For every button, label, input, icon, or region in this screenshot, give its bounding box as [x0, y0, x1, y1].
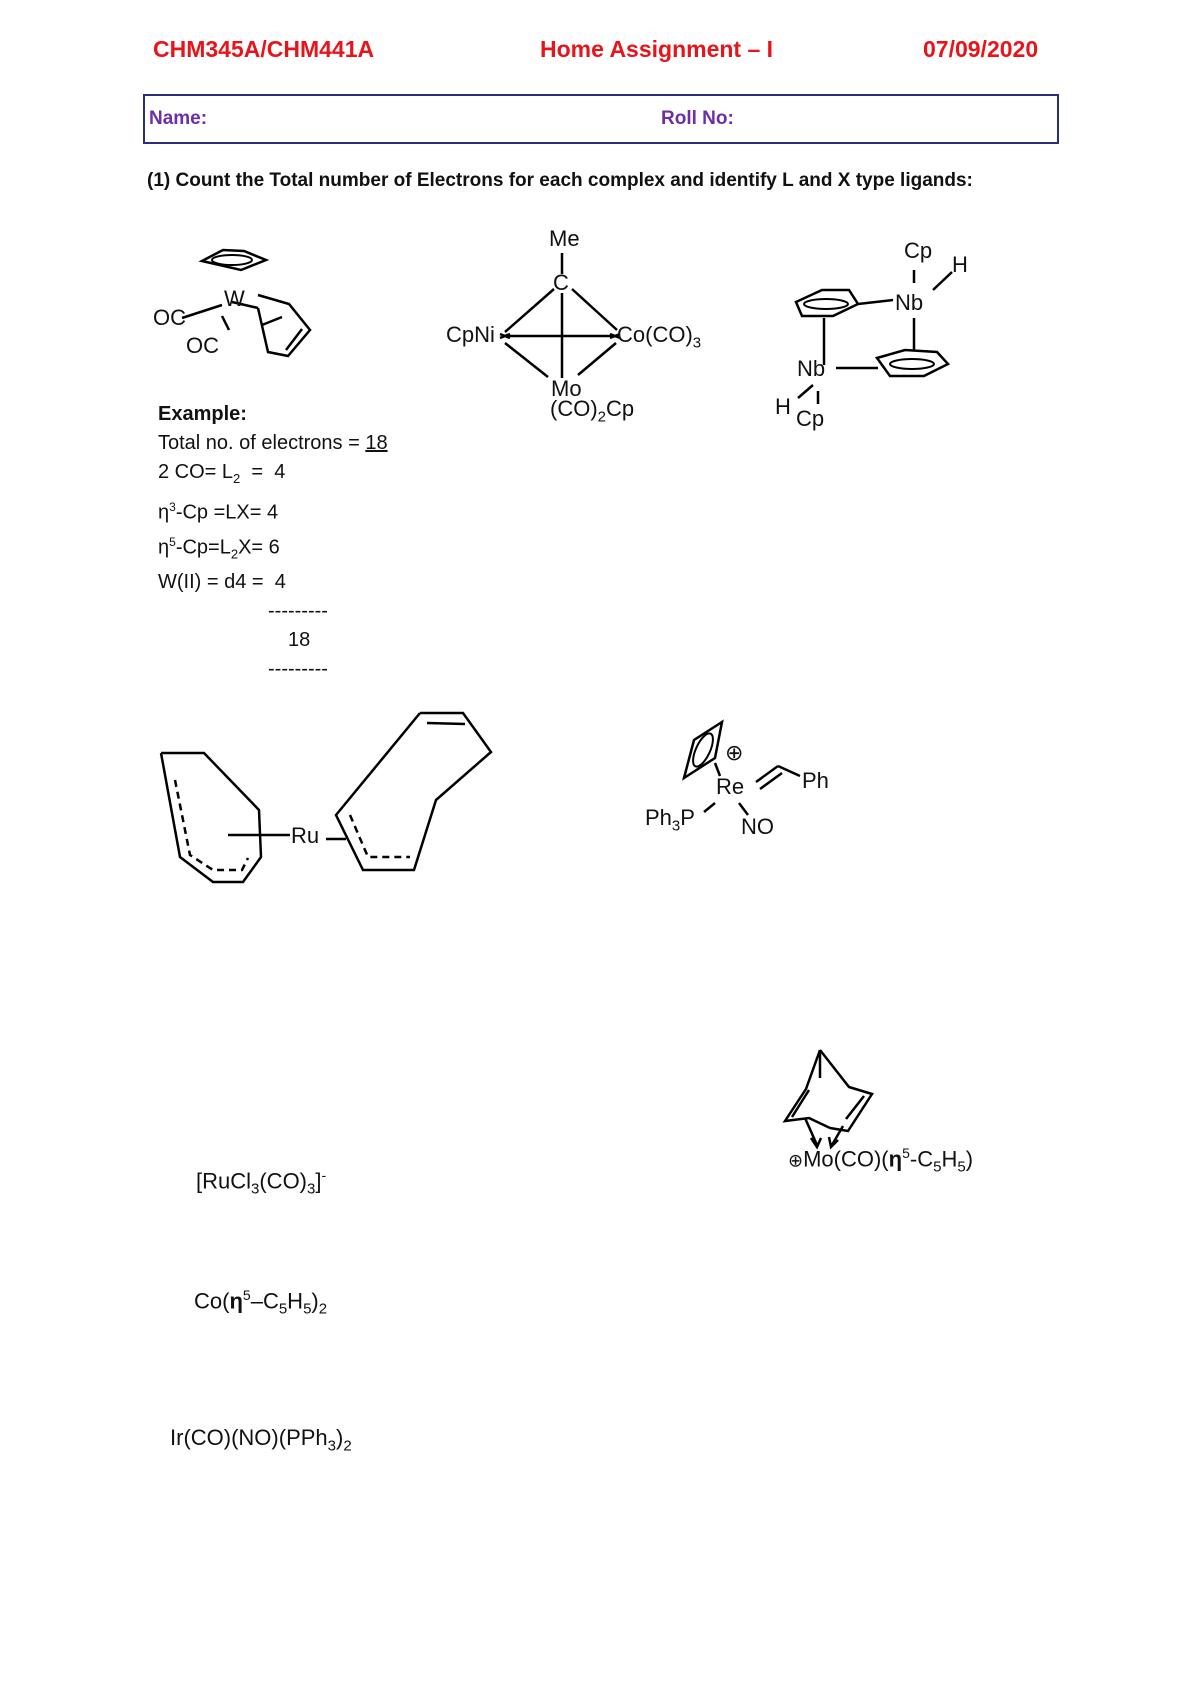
bicyclic-double: [286, 329, 302, 350]
formula-cobaltocene: $Co(\eta^5-C_5H_5)_2$: [194, 1287, 328, 1318]
question-1: (1) Count the Total number of Electrons for each complex and identify L and X type ligands:: [147, 170, 973, 191]
cluster-me-label: Me: [549, 226, 580, 251]
nbd-double-b: [846, 1096, 864, 1119]
example-dash-2: ---------: [268, 658, 328, 681]
rhenium-pph3-label: $Ph_3P$: [645, 805, 695, 835]
roll-label: Roll No:: [661, 108, 734, 129]
bond-re-p: [704, 803, 715, 812]
bond-nb-h-bot: [798, 385, 813, 398]
rhenium-metal-label: Re: [716, 774, 745, 799]
bond-w-co2: [222, 316, 229, 330]
bond-cp-nb1: [858, 300, 893, 304]
rhenium-structure: [684, 722, 800, 815]
cluster-mo-label: Mo: [551, 376, 582, 401]
name-label: Name:: [149, 108, 208, 129]
cot-right-double: [427, 723, 465, 724]
nb-cp-bot-label: Cp: [796, 406, 825, 431]
rhenium-plus-label: ⊕: [725, 740, 744, 765]
cot-ring-left-inner: [175, 780, 248, 870]
example-total: Total no. of electrons = 18: [158, 432, 388, 454]
molybdenum-structure: [785, 1050, 872, 1147]
cluster-co-label: $Co(CO)_3$: [617, 322, 702, 352]
tungsten-co1-label: OC: [153, 305, 186, 330]
molybdenum-label: $\oplus Mo(CO)(\eta^5-C_5H_5)$: [788, 1145, 974, 1176]
cp-ring-nb2: [877, 350, 948, 376]
example-block: [158, 400, 388, 684]
bond-ni-mo: [505, 343, 548, 377]
bicyclic-bridge: [262, 317, 282, 325]
example-dash-1: ---------: [268, 600, 328, 623]
example-sum: 18: [288, 629, 311, 652]
bond-co-mo: [578, 343, 616, 375]
formula-iridium: $Ir(CO)(NO)(PPh_3)_2$: [170, 1425, 352, 1455]
cp-ring-re-inner: [689, 731, 717, 770]
nbd-double-a: [792, 1090, 809, 1117]
example-eta3-line: $\eta^3-Cp =LX= 4$: [158, 500, 279, 524]
nb-h-bot-label: H: [775, 394, 791, 419]
example-heading: Example:: [158, 403, 247, 425]
bond-c-ni: [505, 289, 554, 332]
course-code: CHM345A/CHM441A: [153, 36, 375, 62]
tungsten-metal-label: W: [224, 286, 245, 311]
cot-ring-right: [336, 713, 491, 870]
cot-ring-right-inner: [350, 815, 410, 857]
nb-top-label: Nb: [895, 290, 924, 315]
assignment-date: 07/09/2020: [923, 36, 1039, 62]
bond-nb-h-top: [933, 272, 952, 290]
cluster-moligand-label: $(CO)_2Cp$: [550, 396, 635, 426]
rhenium-ph-label: Ph: [802, 768, 829, 793]
cp-ring-nb1-inner: [804, 299, 848, 309]
bond-c-co: [572, 289, 617, 330]
nb-h-top-label: H: [952, 252, 968, 277]
example-co-line: 2 $CO= L_2 = 4$: [158, 461, 286, 486]
tungsten-co2-label: OC: [186, 333, 219, 358]
cot-ring-left: [161, 753, 261, 882]
bond-w-co1: [182, 305, 222, 318]
cp-ring-nb2-inner: [890, 359, 934, 369]
cp-ring-w-inner: [212, 255, 252, 265]
assignment-title: Home Assignment – I: [540, 36, 774, 62]
formula-rucl3: $[RuCl_3(CO)_3]^-$: [196, 1167, 327, 1198]
rhenium-no-label: NO: [741, 814, 774, 839]
example-metal-line: W(II) = d4 = 4: [158, 571, 286, 594]
nb-cp-top-label: Cp: [904, 238, 933, 263]
ruthenium-metal-label: Ru: [291, 823, 320, 848]
cluster-cpni-label: CpNi: [446, 322, 495, 347]
cluster-c-label: C: [553, 270, 569, 295]
ruthenium-structure: [161, 713, 491, 882]
bicyclic-ring: [258, 295, 310, 356]
nb-bot-label: Nb: [797, 356, 826, 381]
niobium-structure: [796, 270, 952, 404]
example-eta5-line: $\eta^5-Cp=L_2X= 6$: [158, 534, 280, 562]
